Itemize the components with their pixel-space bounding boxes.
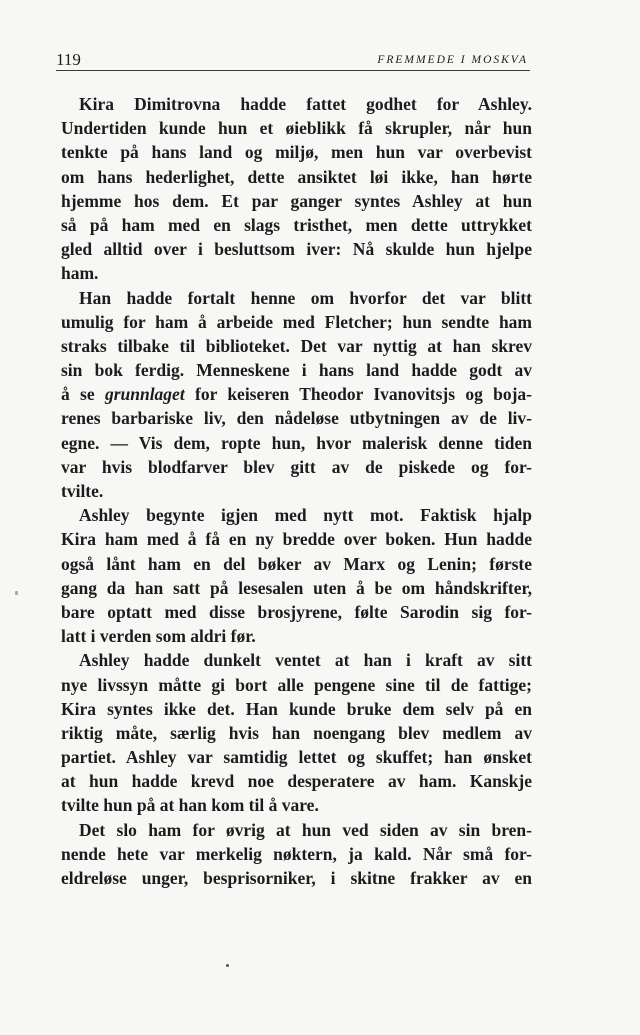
text-run: også lånt ham en del bøker av Marx og Lenin; første bbox=[61, 553, 532, 574]
text-run: så på ham med en slags tristhet, men dette uttrykket bbox=[61, 214, 532, 235]
body-text bbox=[61, 92, 532, 890]
text-line bbox=[61, 382, 532, 406]
text-run: Kira ham med å få en ny bredde over boken. Hun hadde bbox=[61, 529, 532, 550]
emphasized-text: grunnlaget bbox=[104, 384, 185, 405]
text-run: tvilte hun på at han kom til å vare. bbox=[61, 795, 319, 816]
text-line bbox=[61, 213, 532, 237]
text-run: egne. — Vis dem, ropte hun, hvor malerisk denne tiden bbox=[61, 432, 532, 453]
text-run: partiet. Ashley var samtidig lettet og skuffet; han ønsket bbox=[61, 747, 532, 768]
text-line bbox=[61, 769, 532, 793]
text-line bbox=[61, 527, 532, 551]
text-run: nende hete var merkelig nøktern, ja kald. Når små for- bbox=[61, 843, 532, 864]
text-run: nye livssyn måtte gi bort alle pengene sine til de fattige; bbox=[61, 674, 532, 695]
text-run: latt i verden som aldri før. bbox=[61, 626, 256, 647]
text-line bbox=[61, 358, 532, 382]
text-line bbox=[61, 793, 532, 817]
text-run: sin bok ferdig. Menneskene i hans land hadde godt av bbox=[61, 360, 532, 381]
text-run: Kira Dimitrovna hadde fattet godhet for Ashley. bbox=[79, 94, 532, 114]
text-line bbox=[61, 406, 532, 430]
text-run: om hans hederlighet, dette ansiktet løi ikke, han hørte bbox=[61, 166, 532, 187]
text-line bbox=[61, 261, 532, 285]
margin-mark bbox=[15, 591, 18, 595]
text-line bbox=[61, 286, 532, 310]
text-run: Kira syntes ikke det. Han kunde bruke dem selv på en bbox=[61, 698, 532, 719]
text-run: renes barbariske liv, den nådeløse utbytningen av de liv- bbox=[61, 408, 532, 429]
text-run: Undertiden kunde hun et øieblikk få skrupler, når hun bbox=[61, 118, 532, 139]
text-run: tenkte på hans land og miljø, men hun var overbevist bbox=[61, 142, 532, 163]
page-header bbox=[56, 50, 530, 71]
text-run: umulig for ham å arbeide med Fletcher; hun sendte ham bbox=[61, 311, 532, 332]
text-line bbox=[61, 697, 532, 721]
page-number: 119 bbox=[56, 50, 81, 69]
text-run: ham. bbox=[61, 263, 99, 284]
text-line bbox=[61, 503, 532, 527]
text-line bbox=[61, 116, 532, 140]
text-run: Han hadde fortalt henne om hvorfor det var blitt bbox=[79, 287, 532, 308]
text-line bbox=[61, 721, 532, 745]
text-line bbox=[61, 842, 532, 866]
text-line bbox=[61, 455, 532, 479]
text-run: for keiseren Theodor Ivanovitsjs og boja- bbox=[184, 384, 532, 405]
text-line bbox=[61, 140, 532, 164]
text-run: å se bbox=[61, 384, 105, 405]
text-line bbox=[61, 648, 532, 672]
running-title: FREMMEDE I MOSKVA bbox=[377, 54, 528, 66]
text-line bbox=[61, 745, 532, 769]
text-run: var hvis blodfarver blev gitt av de piskede og for- bbox=[61, 456, 532, 477]
text-line bbox=[61, 576, 532, 600]
text-line bbox=[61, 310, 532, 334]
text-line bbox=[61, 165, 532, 189]
text-line bbox=[61, 600, 532, 624]
text-run: gled alltid over i besluttsom iver: Nå skulde hun hjelpe bbox=[61, 239, 532, 260]
text-line bbox=[61, 189, 532, 213]
text-line bbox=[61, 334, 532, 358]
text-line bbox=[61, 866, 532, 890]
text-line bbox=[61, 92, 532, 116]
text-line bbox=[61, 237, 532, 261]
text-line bbox=[61, 818, 532, 842]
text-run: Ashley hadde dunkelt ventet at han i kraft av sitt bbox=[79, 650, 532, 671]
text-line bbox=[61, 552, 532, 576]
text-run: gang da han satt på lesesalen uten å be om håndskrifter, bbox=[61, 577, 532, 598]
text-run: riktig måte, særlig hvis han noengang blev medlem av bbox=[61, 722, 532, 743]
text-line bbox=[61, 624, 532, 648]
text-run: at hun hadde krevd noe desperatere av ham. Kanskje bbox=[61, 771, 532, 792]
text-line bbox=[61, 431, 532, 455]
text-run: hjemme hos dem. Et par ganger syntes Ashley at hun bbox=[61, 190, 532, 211]
text-run: eldreløse unger, besprisorniker, i skitne frakker av en bbox=[61, 868, 532, 888]
text-line bbox=[61, 479, 532, 503]
text-run: straks tilbake til biblioteket. Det var nyttig at han skrev bbox=[61, 335, 532, 356]
text-run: bare optatt med disse brosjyrene, følte Sarodin sig for- bbox=[61, 601, 532, 622]
dot-mark bbox=[226, 964, 229, 967]
text-run: tvilte. bbox=[61, 481, 104, 501]
text-run: Ashley begynte igjen med nytt mot. Faktisk hjalp bbox=[79, 505, 532, 526]
text-run: Det slo ham for øvrig at hun ved siden av sin bren- bbox=[79, 819, 532, 840]
text-line bbox=[61, 673, 532, 697]
